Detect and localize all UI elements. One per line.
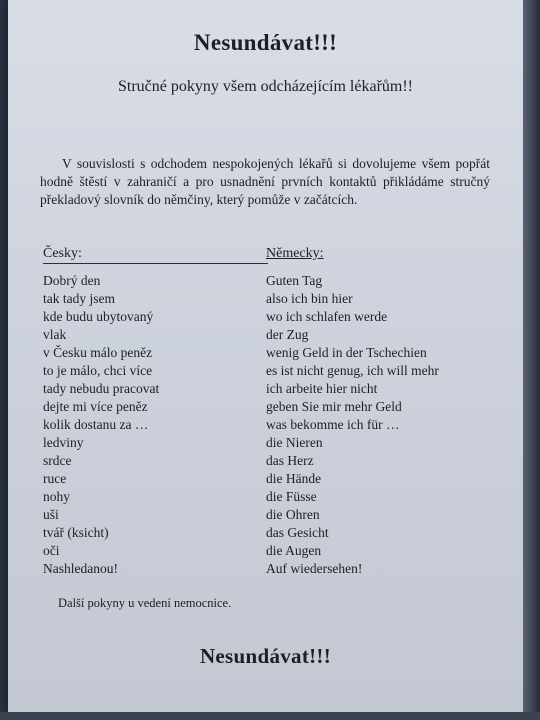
german-phrase: ich arbeite hier nicht [266,381,378,396]
vocabulary-row [8,542,523,560]
subtitle: Stručné pokyny všem odcházejícím lékařům!! [117,78,413,95]
vocabulary-row [8,560,523,578]
vocabulary-row [8,434,523,452]
vocabulary-row [8,416,523,434]
vocabulary-row [8,326,523,344]
footer-title: Nesundávat!!! [199,644,332,668]
intro-paragraph: V souvislosti s odchodem nespokojených lékařů si dovolujeme všem popřát hodně štěstí v zahraničí a pro usnadnění prvních kontaktů přikládáme stručný překladový slovník do němčiny, který pomůže v začátcích. [40,156,490,207]
german-phrase: wo ich schlafen werde [266,309,388,324]
czech-phrase: srdce [43,453,72,468]
german-phrase: die Nieren [266,435,323,450]
german-phrase: was bekomme ich für … [266,417,400,432]
vocabulary-row [8,380,523,398]
czech-phrase: kolik dostanu za … [43,417,149,432]
german-phrase: Guten Tag [266,273,323,288]
german-phrase: das Gesicht [266,525,329,540]
german-phrase: die Füsse [266,489,317,504]
czech-phrase: v Česku málo peněz [43,345,153,360]
german-phrase: die Ohren [266,507,320,522]
czech-phrase: tak tady jsem [43,291,115,306]
german-phrase: das Herz [266,453,314,468]
german-phrase: die Augen [266,543,322,558]
vocabulary-row [8,290,523,308]
czech-phrase: uši [43,507,59,522]
czech-phrase: ledviny [43,435,84,450]
german-phrase: geben Sie mir mehr Geld [266,399,402,414]
bottom-edge [0,712,540,720]
german-phrase: Auf wiedersehen! [266,561,363,576]
vocabulary-row [8,524,523,542]
german-phrase: es ist nicht genug, ich will mehr [266,363,439,378]
german-phrase: die Hände [266,471,322,486]
czech-phrase: to je málo, chci více [43,363,153,378]
czech-column-header: Česky: [43,246,268,264]
german-phrase: wenig Geld in der Tschechien [266,345,427,360]
czech-phrase: nohy [43,489,70,504]
vocabulary-row [8,308,523,326]
czech-phrase: oči [43,543,60,558]
czech-phrase: vlak [43,327,67,342]
vocabulary-row [8,344,523,362]
czech-phrase: Nashledanou! [43,561,118,576]
paper-sheet [8,0,523,712]
vocabulary-row [8,398,523,416]
further-instructions: Další pokyny u vedení nemocnice. [58,596,232,610]
czech-phrase: dejte mi více peněz [43,399,148,414]
german-column-header: Německy: [266,246,324,261]
czech-phrase: kde budu ubytovaný [43,309,154,324]
vocabulary-row [8,362,523,380]
vocabulary-list [8,272,523,578]
page-title: Nesundávat!!! [193,30,338,55]
czech-phrase: tvář (ksicht) [43,525,109,540]
wall-edge [523,0,540,720]
vocabulary-row [8,488,523,506]
czech-phrase: tady nebudu pracovat [43,381,160,396]
vocabulary-row [8,506,523,524]
german-phrase: der Zug [266,327,309,342]
vocabulary-row [8,452,523,470]
czech-phrase: ruce [43,471,67,486]
vocabulary-row [8,470,523,488]
german-phrase: also ich bin hier [266,291,353,306]
vocabulary-row [8,272,523,290]
czech-phrase: Dobrý den [43,273,101,288]
